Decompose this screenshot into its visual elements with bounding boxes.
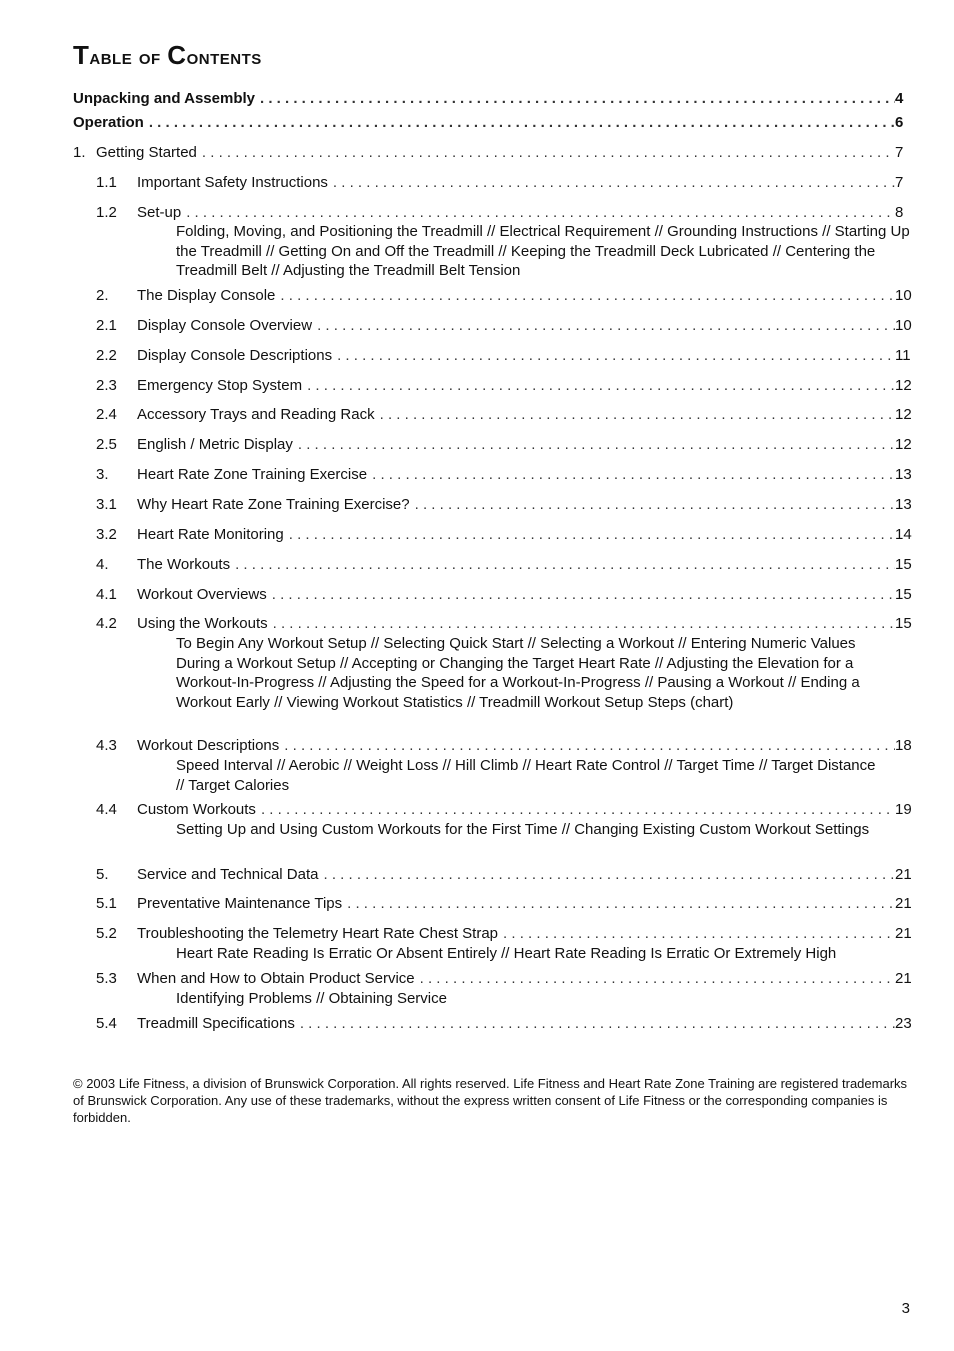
toc-subtopics: To Begin Any Workout Setup // Selecting Quick Start // Selecting a Workout // Entering Numeric Values During a Workout Setup // Accepting or Changing the Target Heart Rate // Adjusting the Elevation for a Workout-In-Progress // Adjusting the Speed for a Workout-In-Progress // Pausing a Workout // Ending a Workout Early // Viewing Workout Statistics // Treadmill Workout Setup Steps (chart) xyxy=(176,635,860,711)
toc-entry[interactable] xyxy=(96,925,913,943)
toc-page: 12 xyxy=(895,377,912,394)
toc-label: Display Console Descriptions xyxy=(137,347,333,364)
toc-page: 19 xyxy=(895,801,912,818)
page-number: 3 xyxy=(901,1300,910,1317)
toc-label: Custom Workouts xyxy=(137,801,256,818)
title-part-ontents: ontents xyxy=(186,44,262,69)
copyright-notice: © 2003 Life Fitness, a division of Brunswick Corporation. All rights reserved. Life Fitness and Heart Rate Zone Training are registered trademarks of Brunswick Corporation. Any use of these trademarks, without the express written consent of Life Fitness or the corresponding companies is forbidden. xyxy=(73,1076,908,1125)
toc-label: Why Heart Rate Zone Training Exercise? xyxy=(137,496,410,513)
toc-entry[interactable] xyxy=(96,406,913,424)
toc-page: 14 xyxy=(895,526,912,543)
toc-number: 4.1 xyxy=(96,586,117,603)
toc-page: 8 xyxy=(895,204,904,221)
title-part-able: able of xyxy=(89,44,168,69)
toc-entry[interactable] xyxy=(96,204,913,222)
toc-label: Unpacking and Assembly xyxy=(73,90,255,107)
toc-page: 13 xyxy=(895,496,912,513)
toc-page: 10 xyxy=(895,317,912,334)
toc-label: Set-up xyxy=(137,204,182,221)
toc-entry[interactable] xyxy=(96,466,913,484)
toc-label: The Workouts xyxy=(137,556,231,573)
toc-page: 12 xyxy=(895,406,912,423)
toc-entry[interactable] xyxy=(96,801,913,819)
toc-entry[interactable] xyxy=(96,615,913,633)
toc-label: Heart Rate Monitoring xyxy=(137,526,284,543)
toc-page: 21 xyxy=(895,925,912,942)
toc-entry[interactable] xyxy=(96,556,913,574)
toc-page: 15 xyxy=(895,586,912,603)
toc-entry[interactable] xyxy=(73,114,913,132)
toc-entry[interactable] xyxy=(96,496,913,514)
toc-number: 1.1 xyxy=(96,174,117,191)
toc-page: 6 xyxy=(895,114,904,131)
toc-label: Display Console Overview xyxy=(137,317,313,334)
toc-number: 4. xyxy=(96,556,109,573)
toc-number: 2.3 xyxy=(96,377,117,394)
toc-page: 7 xyxy=(895,144,904,161)
toc-entry[interactable] xyxy=(96,377,913,395)
toc-number: 3. xyxy=(96,466,109,483)
toc-label: Workout Descriptions xyxy=(137,737,280,754)
toc-page: 23 xyxy=(895,1015,912,1032)
toc-label: Using the Workouts xyxy=(137,615,268,632)
toc-label: Troubleshooting the Telemetry Heart Rate Chest Strap xyxy=(137,925,499,942)
toc-label: Accessory Trays and Reading Rack xyxy=(137,406,375,423)
toc-label: Treadmill Specifications xyxy=(137,1015,295,1032)
toc-entry[interactable] xyxy=(96,1015,913,1033)
toc-subtopics: Speed Interval // Aerobic // Weight Loss // Hill Climb // Heart Rate Control // Target Time // Target Distance // Target Calories xyxy=(176,757,876,794)
toc-label: Heart Rate Zone Training Exercise xyxy=(137,466,368,483)
toc-label: Important Safety Instructions xyxy=(137,174,328,191)
toc-number: 5.1 xyxy=(96,895,117,912)
toc-number: 5.4 xyxy=(96,1015,117,1032)
toc-label: English / Metric Display xyxy=(137,436,293,453)
toc-entry[interactable] xyxy=(73,90,913,108)
toc-entry[interactable] xyxy=(96,586,913,604)
toc-label: Getting Started xyxy=(96,144,197,161)
toc-label: Preventative Maintenance Tips xyxy=(137,895,343,912)
toc-number: 4.4 xyxy=(96,801,117,818)
toc-subtopics: Folding, Moving, and Positioning the Treadmill // Electrical Requirement // Grounding Instructions // Starting Up the Treadmill // Getting On and Off the Treadmill // Keeping the Treadmill Deck Lubricated // Centering the Treadmill Belt // Adjusting the Treadmill Belt Tension xyxy=(176,223,910,279)
toc-entry[interactable] xyxy=(96,970,913,988)
toc-label: Emergency Stop System xyxy=(137,377,303,394)
toc-entry[interactable] xyxy=(96,317,913,335)
toc-page: 13 xyxy=(895,466,912,483)
toc-number: 2.2 xyxy=(96,347,117,364)
page-title xyxy=(73,40,262,71)
toc-entry[interactable] xyxy=(96,436,913,454)
title-initial-c: C xyxy=(167,40,187,70)
toc-number: 1.2 xyxy=(96,204,117,221)
toc-page: 11 xyxy=(895,347,911,364)
toc-page: 10 xyxy=(895,287,912,304)
toc-label: Service and Technical Data xyxy=(137,866,319,883)
toc-number: 3.1 xyxy=(96,496,117,513)
toc-number: 4.2 xyxy=(96,615,117,632)
toc-entry[interactable] xyxy=(96,895,913,913)
toc-number: 5. xyxy=(96,866,109,883)
toc-page: 7 xyxy=(895,174,904,191)
toc-number: 4.3 xyxy=(96,737,117,754)
toc-page: 12 xyxy=(895,436,912,453)
toc-page: 18 xyxy=(895,737,912,754)
toc-page: 15 xyxy=(895,556,912,573)
toc-entry[interactable] xyxy=(96,347,913,365)
toc-number: 2.4 xyxy=(96,406,117,423)
toc-label: The Display Console xyxy=(137,287,276,304)
toc-number: 2.1 xyxy=(96,317,117,334)
toc-number: 5.3 xyxy=(96,970,117,987)
toc-page: 21 xyxy=(895,895,912,912)
toc-entry[interactable] xyxy=(96,526,913,544)
toc-label: Operation xyxy=(73,114,144,131)
toc-subtopics: Heart Rate Reading Is Erratic Or Absent Entirely // Heart Rate Reading Is Erratic Or Extremely High xyxy=(176,945,837,962)
toc-entry[interactable] xyxy=(96,287,913,305)
toc-page: 4 xyxy=(895,90,904,107)
toc-entry[interactable] xyxy=(96,737,913,755)
toc-page: 21 xyxy=(895,866,912,883)
toc-subtopics: Setting Up and Using Custom Workouts for the First Time // Changing Existing Custom Workout Settings xyxy=(176,821,870,838)
toc-page: 21 xyxy=(895,970,912,987)
toc-entry[interactable] xyxy=(73,144,913,162)
toc-entry[interactable] xyxy=(96,174,913,192)
toc-number: 1. xyxy=(73,144,86,161)
toc-label: When and How to Obtain Product Service xyxy=(137,970,415,987)
toc-number: 2.5 xyxy=(96,436,117,453)
toc-page: 15 xyxy=(895,615,912,632)
toc-number: 3.2 xyxy=(96,526,117,543)
toc-entry[interactable] xyxy=(96,866,913,884)
toc-number: 2. xyxy=(96,287,109,304)
title-initial-t: T xyxy=(73,40,90,70)
toc-number: 5.2 xyxy=(96,925,117,942)
toc-label: Workout Overviews xyxy=(137,586,267,603)
toc-subtopics: Identifying Problems // Obtaining Service xyxy=(176,990,447,1007)
